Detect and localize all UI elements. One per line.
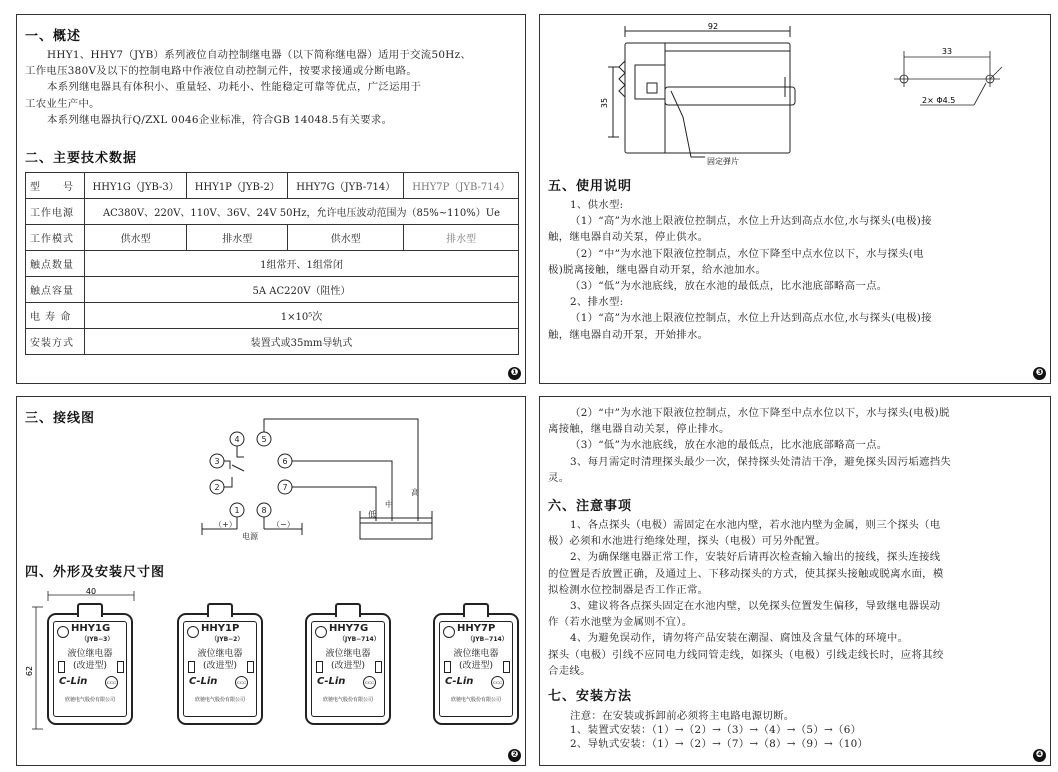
page-number: ❹ xyxy=(1033,749,1046,762)
dim-92: 92 xyxy=(707,22,719,31)
device-line2: (改进型) xyxy=(330,661,366,671)
pin-label: 6 xyxy=(282,457,288,466)
section-title-usage: 五、使用说明 xyxy=(548,179,633,194)
device-line1: 液位继电器 xyxy=(67,649,113,659)
table-cell: 1组常开、1组常闭 xyxy=(85,251,519,277)
device-sub: （JYB−3） xyxy=(81,636,114,643)
electrode-mid: 中 xyxy=(385,500,393,509)
row-label: 电 寿 命 xyxy=(26,303,85,329)
notes-line: 4、为避免误动作，请勿将产品安装在潮湿、腐蚀及含量气体的环境中。 xyxy=(570,632,909,645)
device-line2: (改进型) xyxy=(458,661,494,671)
table-cell: 1×10⁵次 xyxy=(85,303,519,329)
table-cell: HHY7G（JYB-714） xyxy=(288,173,404,199)
notes-line: 极）必须和水池进行绝缘处理，探头（电极）可另外配置。 xyxy=(548,535,826,548)
usage-line: 极)脱离接触，继电器自动开泵，给水池加水。 xyxy=(548,263,767,276)
pin-label: 5 xyxy=(261,435,267,444)
install-text xyxy=(570,709,1040,751)
panel-notes-install xyxy=(539,396,1051,766)
pin-label: 8 xyxy=(261,506,267,515)
brand-logo: C-Lin xyxy=(445,676,474,687)
usage-line: （2）“中”为水池下限液位控制点，水位下降至中点水位以下，水与探头(电 xyxy=(570,247,924,260)
table-row xyxy=(26,251,519,277)
section-title-tech-data: 二、主要技术数据 xyxy=(25,151,138,166)
drain-line: 离接触，继电器自动关泵，停止排水。 xyxy=(548,423,730,436)
section-title-wiring: 三、接线图 xyxy=(25,411,96,426)
electrode-high: 高 xyxy=(411,488,419,497)
section-title-install: 七、安装方法 xyxy=(548,689,633,704)
brand-logo: C-Lin xyxy=(59,676,88,687)
overview-line: 工农业生产中。 xyxy=(25,97,100,110)
power-plus: （+） xyxy=(214,520,237,529)
device-sub: （JYB−2） xyxy=(211,636,244,643)
device-company: 欣驰电气股份有限公司 xyxy=(194,697,245,703)
device-hhy1p xyxy=(177,603,263,725)
notes-text xyxy=(548,517,1046,679)
drain-line: 3、每月需定时清理探头最少一次，保持探头处清洁干净，避免探头因污垢遮挡失 xyxy=(570,455,952,468)
panel-wiring-dimensions xyxy=(16,396,526,766)
page-number: ❶ xyxy=(508,367,521,380)
table-row xyxy=(26,329,519,355)
notes-line: 合走线。 xyxy=(548,664,591,677)
usage-line: （3）“低”为水池底线，放在水池的最低点，比水池底部略高一点。 xyxy=(570,280,888,293)
table-cell: 装置式或35mm导轨式 xyxy=(85,329,519,355)
device-line1: 液位继电器 xyxy=(453,649,499,659)
hole-label: 2× Φ4.5 xyxy=(922,96,956,105)
device-line1: 液位继电器 xyxy=(325,649,371,659)
table-cell: 供水型 xyxy=(288,225,404,251)
row-label: 触点数量 xyxy=(26,251,85,277)
section-title-overview: 一、概述 xyxy=(25,29,82,44)
overview-line: 本系列继电器执行Q/ZXL 0046企业标准，符合GB 14048.5有关要求。 xyxy=(47,113,393,126)
brand-logo: C-Lin xyxy=(317,676,346,687)
tech-data-table xyxy=(25,172,519,355)
wiring-diagram xyxy=(192,399,452,549)
dim-height: 62 xyxy=(25,665,34,677)
device-model: HHY1P xyxy=(201,623,240,634)
row-label: 触点容量 xyxy=(26,277,85,303)
notes-line: 2、为确保继电器正常工作，安装好后请再次检查输入输出的接线，探头连接线 xyxy=(570,551,941,564)
notes-line: 的位置是否放置正确，及通过上、下移动探头的方式，使其探头接触或脱离水面，模 xyxy=(548,567,944,580)
row-label: 工作模式 xyxy=(26,225,85,251)
table-cell: 供水型 xyxy=(85,225,187,251)
panel-overview xyxy=(16,14,526,384)
pin-label: 4 xyxy=(234,435,240,444)
device-company: 欣驰电气股份有限公司 xyxy=(64,697,115,703)
notes-line: 1、各点探头（电极）需固定在水池内壁，若水池内壁为金属，则三个探头（电 xyxy=(570,519,941,531)
usage-line: 1、供水型: xyxy=(570,199,624,211)
usage-line: （1）“高”为水池上限液位控制点，水位上升达到高点水位,水与探头(电极)接 xyxy=(570,215,932,228)
ccc-mark-icon: CCC xyxy=(105,676,118,689)
notes-line: 作（若水池壁为金属则不宜）。 xyxy=(548,616,693,629)
notes-line: 探头（电极）引线不应同电力线同管走线，如探头（电极）引线走线长时，应将其绞 xyxy=(548,648,944,661)
row-label: 工作电源 xyxy=(26,199,85,225)
device-company: 欣驰电气股份有限公司 xyxy=(322,697,373,703)
table-row xyxy=(26,199,519,225)
power-label: 电源 xyxy=(242,532,258,541)
pin-label: 1 xyxy=(234,506,240,515)
device-line2: (改进型) xyxy=(72,661,108,671)
mounting-holes-drawing xyxy=(890,43,1020,113)
dim-width: 40 xyxy=(85,587,97,596)
drain-text xyxy=(548,405,1046,486)
overview-line: HHY1、HHY7（JYB）系列液位自动控制继电器（以下简称继电器）适用于交流50Hz、 xyxy=(47,49,472,61)
usage-line: 2、排水型: xyxy=(570,296,624,309)
side-view-drawing xyxy=(595,17,855,167)
install-step: 1、装置式安装：（1）→（2）→（3）→（4）→（5）→（6） xyxy=(570,724,862,736)
dim-35: 35 xyxy=(600,97,609,109)
page-number: ❸ xyxy=(1033,367,1046,380)
device-model: HHY7G xyxy=(329,623,369,634)
table-row xyxy=(26,277,519,303)
table-cell: HHY7P（JYB-714） xyxy=(404,173,519,199)
pin-label: 7 xyxy=(282,483,288,492)
device-sub: （JYB−714） xyxy=(339,636,380,643)
table-cell: 排水型 xyxy=(404,225,519,251)
device-sub: （JYB−714） xyxy=(467,636,508,643)
ccc-mark-icon: CCC xyxy=(363,676,376,689)
row-label: 型 号 xyxy=(26,173,85,199)
section-title-notes: 六、注意事项 xyxy=(548,499,633,514)
device-model: HHY1G xyxy=(71,623,111,634)
device-company: 欣驰电气股份有限公司 xyxy=(450,697,501,703)
ccc-mark-icon: CCC xyxy=(235,676,248,689)
drain-line: （2）“中”为水池下限液位控制点，水位下降至中点水位以下，水与探头(电极)脱 xyxy=(570,407,950,419)
ccc-mark-icon: CCC xyxy=(491,676,504,689)
device-hhy7g xyxy=(305,603,391,725)
spring-label: 固定弹片 xyxy=(707,157,739,166)
install-step: 2、导轨式安装：（1）→（2）→（7）→（8）→（9）→（10） xyxy=(570,738,869,750)
brand-logo: C-Lin xyxy=(189,676,218,687)
electrode-low: 低 xyxy=(368,510,376,519)
section-title-dimensions: 四、外形及安装尺寸图 xyxy=(25,565,166,580)
table-cell: 5A AC220V（阻性） xyxy=(85,277,519,303)
table-cell: HHY1P（JYB-2） xyxy=(187,173,288,199)
pin-label: 3 xyxy=(214,457,220,466)
panel-usage xyxy=(539,14,1051,384)
device-line2: (改进型) xyxy=(202,661,238,671)
device-hhy1g xyxy=(47,603,133,725)
table-row xyxy=(26,303,519,329)
power-minus: （−） xyxy=(272,520,295,529)
pin-label: 2 xyxy=(214,483,220,492)
drain-line: 灵。 xyxy=(548,471,570,484)
device-model: HHY7P xyxy=(457,623,496,634)
notes-line: 3、建议将各点探头固定在水池内壁，以免探头位置发生偏移，导致继电器误动 xyxy=(570,600,941,613)
table-row xyxy=(26,225,519,251)
usage-line: （1）“高”为水池上限液位控制点，水位上升达到高点水位,水与探头(电极)接 xyxy=(570,312,932,325)
drain-line: （3）“低”为水池底线，放在水池的最低点，比水池底部略高一点。 xyxy=(570,439,888,452)
notes-line: 拟检测水位控制器是否工作正常。 xyxy=(548,583,709,596)
table-cell: AC380V、220V、110V、36V、24V 50Hz，允许电压波动范围为（85%~110%）Ue xyxy=(85,199,519,225)
overview-text xyxy=(25,47,520,128)
device-line1: 液位继电器 xyxy=(197,649,243,659)
usage-text xyxy=(548,197,1046,343)
overview-line: 工作电压380V及以下的控制电路中作液位自动控制元件，按要求接通或分断电路。 xyxy=(25,65,418,78)
table-cell: 排水型 xyxy=(187,225,288,251)
overview-line: 本系列继电器具有体积小、重量轻、功耗小、性能稳定可靠等优点，广泛运用于 xyxy=(47,81,422,94)
device-hhy7p xyxy=(433,603,519,725)
table-row xyxy=(26,173,519,199)
usage-line: 触，继电器自动关泵，停止供水。 xyxy=(548,231,709,244)
table-cell: HHY1G（JYB-3） xyxy=(85,173,187,199)
row-label: 安装方式 xyxy=(26,329,85,355)
usage-line: 触，继电器自动开泵，开始排水。 xyxy=(548,328,709,341)
page-number: ❷ xyxy=(508,749,521,762)
dim-33: 33 xyxy=(941,47,953,56)
install-note: 注意：在安装或拆卸前必须将主电路电源切断。 xyxy=(570,710,795,722)
